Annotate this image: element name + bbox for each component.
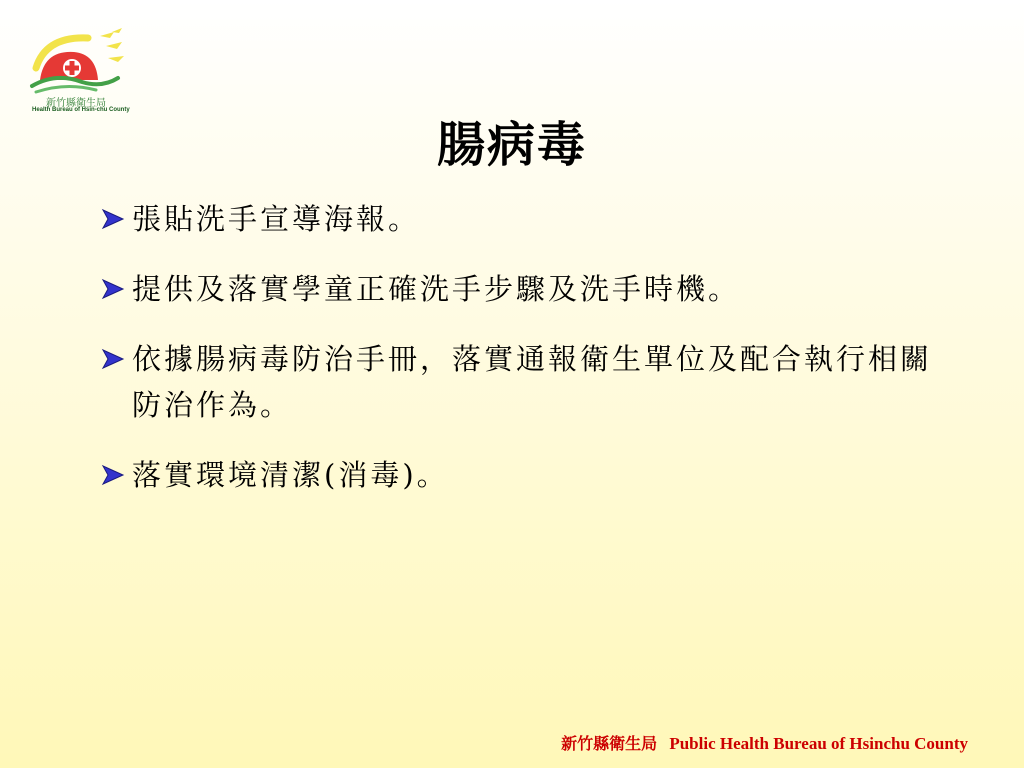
bullet-list	[100, 196, 940, 522]
logo-emblem-icon	[26, 28, 136, 98]
logo-name-en: Health Bureau of Hsin-chu County	[32, 107, 130, 113]
footer	[561, 731, 968, 754]
slide-title: 腸病毒	[436, 117, 587, 173]
arrow-bullet-icon	[100, 208, 126, 230]
arrow-bullet-icon	[100, 348, 126, 370]
bullet-item	[100, 266, 940, 312]
footer-name-cn: 新竹縣衛生局	[561, 734, 658, 753]
bullet-item	[100, 336, 940, 428]
bullet-text: 依據腸病毒防治手冊，落實通報衛生單位及配合執行相關防治作為。	[132, 342, 933, 422]
arrow-bullet-icon	[100, 278, 126, 300]
bullet-text: 落實環境清潔(消毒)。	[132, 458, 449, 492]
logo-name-cn: 新竹縣衛生局	[46, 98, 106, 109]
bullet-item	[100, 196, 940, 242]
bullet-text: 提供及落實學童正確洗手步驟及洗手時機。	[132, 272, 741, 306]
health-bureau-logo	[26, 28, 136, 118]
arrow-bullet-icon	[100, 464, 126, 486]
bullet-text: 張貼洗手宣導海報。	[132, 202, 421, 236]
footer-name-en: Public Health Bureau of Hsinchu County	[669, 734, 968, 753]
bullet-item	[100, 452, 940, 498]
